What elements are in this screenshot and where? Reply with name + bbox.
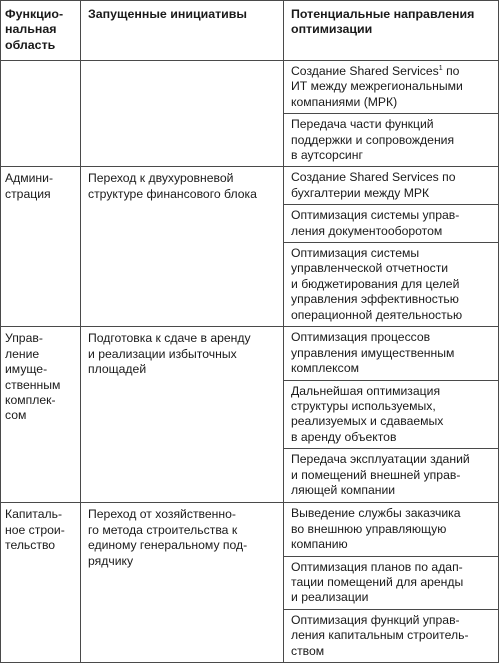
- row-initiative-cell: Подготовка к сдаче в аренду и реализации избыточных площадей: [81, 327, 284, 503]
- direction-item: Оптимизация системы управ- ления документооборотом: [284, 205, 498, 243]
- direction-item: Выведение службы заказчика во внешнюю управляющую компанию: [284, 503, 498, 556]
- row-directions-cell: [284, 503, 499, 663]
- table-row: [1, 503, 499, 663]
- row-initiative-cell: [81, 61, 284, 167]
- table-row: [1, 327, 499, 503]
- row-area-cell: Админи- страция: [1, 167, 81, 327]
- footnote-marker: 1: [438, 65, 443, 72]
- row-area-cell: [1, 61, 81, 167]
- direction-item: Создание Shared Services$^1$ по ИТ между межрегиональными компаниями (МРК): [284, 61, 498, 114]
- row-area-cell: Управ- ление имуще- ственным комплек- сом: [1, 327, 81, 503]
- row-area-cell: Капиталь- ное строи- тельство: [1, 503, 81, 663]
- row-directions-cell: [284, 61, 499, 167]
- direction-item: Передача эксплуатации зданий и помещений внешней управ- ляющей компании: [291, 452, 470, 498]
- row-directions-cell: [284, 167, 499, 327]
- direction-item: Оптимизация функций управ- ления капитальным строитель- ством: [291, 612, 469, 658]
- direction-item: Передача части функций поддержки и сопровождения в аутсорсинг: [291, 117, 455, 163]
- header-functional-area: Функцио- нальная область: [1, 1, 81, 61]
- direction-item: Оптимизация планов по адап- тации помещений для аренды и реализации: [284, 557, 498, 610]
- direction-item: Оптимизация системы управленческой отчетности и бюджетирования для целей управления эффективностью операционной деятельностью: [291, 246, 463, 322]
- row-initiative-cell: Переход от хозяйственно- го метода строительства к единому генеральному под- рядчику: [81, 503, 284, 663]
- direction-item: Создание Shared Services по бухгалтерии между МРК: [284, 167, 498, 205]
- direction-item: Оптимизация процессов управления имущественным комплексом: [284, 327, 498, 380]
- row-directions-cell: [284, 327, 499, 503]
- row-initiative-cell: Переход к двухуровневой структуре финансового блока: [81, 167, 284, 327]
- header-launched-initiatives: Запущенные инициативы: [81, 1, 284, 61]
- header-optimization-directions: Потенциальные направления оптимизации: [284, 1, 499, 61]
- table-header-row: [1, 1, 499, 61]
- direction-item: Дальнейшая оптимизация структуры используемых, реализуемых и сдаваемых в аренду объектов: [284, 381, 498, 450]
- table-row: [1, 167, 499, 327]
- table-row: [1, 61, 499, 167]
